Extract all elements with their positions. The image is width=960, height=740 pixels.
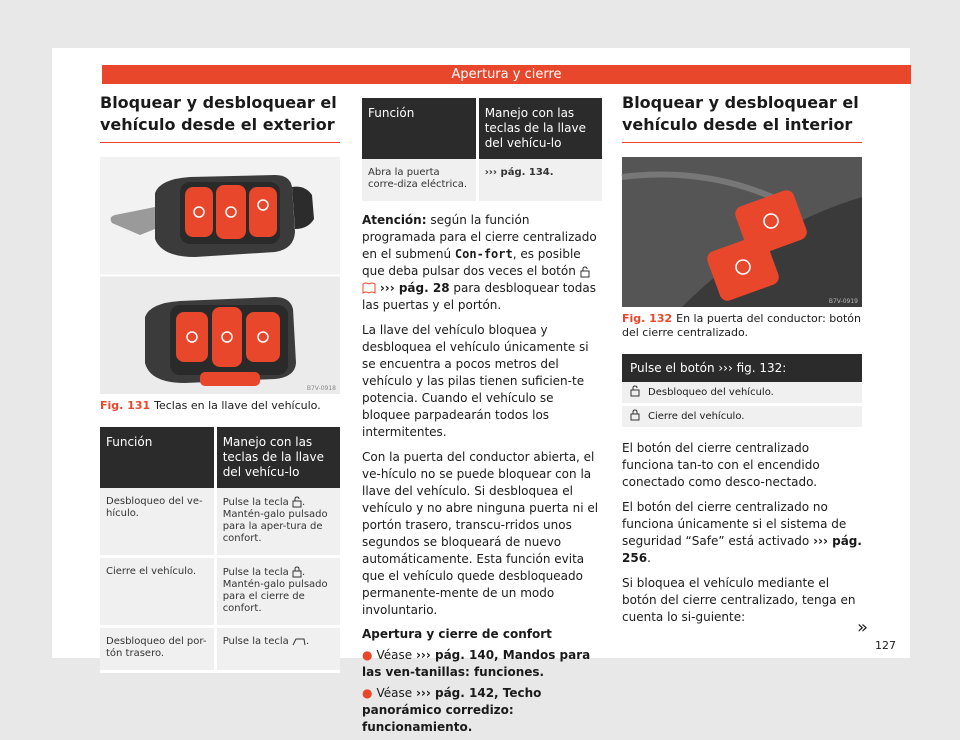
paragraph: El botón del cierre centralizado no funciona únicamente si el sistema de seguridad “Safe” está activado ››› pág. 256. — [622, 500, 862, 565]
page — [52, 48, 910, 734]
table-header-function: Función — [100, 427, 215, 488]
bullet-prefix: Véase — [376, 686, 413, 700]
table-cell-operation — [215, 488, 340, 557]
table-row — [362, 159, 602, 203]
page-reference-link[interactable]: ››› pág. 28 — [379, 281, 450, 295]
attention-label: Atención: — [362, 213, 427, 227]
paragraph: El botón del cierre centralizado funciona tan-to con el encendido conectado como desco-nectado. — [622, 441, 820, 489]
book-icon — [362, 282, 376, 294]
paragraph-text: El botón del cierre centralizado no funciona únicamente si el sistema de seguridad “Safe” está activado — [622, 500, 847, 548]
list-item — [622, 382, 862, 406]
attention-text-c: para desbloquear todas las puertas y el portón. — [362, 281, 596, 312]
op-text-pre: Pulse la tecla — [222, 636, 289, 647]
lock-icon — [630, 409, 640, 421]
paragraph: Con la puerta del conductor abierta, el ve-hículo no se puede bloquear con la llave del vehículo. Si desbloquea el vehículo y no abre ninguna puerta ni el portón trasero, transcu-rridos unos segundos se bloqueará de nuevo automáticamente. Esta función evita que el vehículo quede desbloqueado permanente-mente de un modo involuntario. — [362, 450, 599, 617]
list-item — [622, 406, 862, 430]
table-cell-operation: ››› pág. 134. — [477, 159, 602, 203]
table-cell-operation — [215, 557, 340, 627]
table-header-operation: Manejo con las teclas de la llave del vehícu-lo — [215, 427, 340, 488]
section-title-interior: Bloquear y desbloquear el vehículo desde el interior — [622, 92, 862, 143]
paragraph: La llave del vehículo bloquea y desbloquea el vehículo únicamente si se encuentra a pocos metros del vehículo y las pilas tienen suficien-te potencia. Cuando el vehículo se bloquee parpadearán todos los intermitentes. — [362, 323, 589, 439]
figure-caption-text: Teclas en la llave del vehículo. — [154, 399, 321, 412]
bullet-icon: ● — [362, 686, 373, 700]
instruction-box-title: Pulse el botón ››› fig. 132: — [622, 354, 862, 382]
table-row — [100, 557, 340, 627]
op-text-post: . Mantén-galo pulsado para la aper-tura de confort. — [222, 497, 328, 544]
table-cell-function: Desbloqueo del ve-hículo. — [100, 488, 215, 557]
unlock-icon — [580, 266, 590, 277]
attention-paragraph — [362, 212, 602, 314]
header-bar: Apertura y cierre — [102, 65, 911, 84]
section-title-exterior: Bloquear y desbloquear el vehículo desde el exterior — [100, 92, 340, 143]
table-cell-function: Abra la puerta corre-diza eléctrica. — [362, 159, 477, 203]
bullet-prefix: Véase — [376, 648, 413, 662]
op-text-pre: Pulse la tecla — [222, 567, 289, 578]
figure-label: Fig. 132 — [622, 312, 673, 325]
list-item — [362, 685, 602, 736]
figure-caption — [622, 312, 862, 340]
op-text-post: . — [305, 636, 310, 647]
figure-code: B7V-0918 — [306, 385, 336, 392]
table-cell-function: Cierre el vehículo. — [100, 557, 215, 627]
figure-label: Fig. 131 — [100, 399, 151, 412]
table-header-function: Función — [362, 98, 477, 159]
figure-131 — [100, 157, 340, 394]
left-column — [100, 92, 340, 673]
figure-code: B7V-0919 — [828, 298, 858, 305]
attention-text-a: según la función programada para el cierre centralizado en el submenú — [362, 213, 597, 261]
door-button-illustration — [622, 157, 862, 307]
table-header-operation: Manejo con las teclas de la llave del vehícu-lo — [477, 98, 602, 159]
menu-name: Con-fort — [454, 247, 513, 261]
attention-text-b: , es posible que deba pulsar dos veces el botón — [362, 247, 581, 278]
figure-132 — [622, 157, 862, 307]
table-cell-function: Desbloqueo del por-tón trasero. — [100, 627, 215, 672]
tailgate-icon — [292, 637, 306, 646]
cross-reference-link[interactable]: ››› pág. 140, Mandos para las ven-tanillas: funciones. — [362, 648, 591, 679]
unlock-icon — [630, 385, 640, 397]
subheading: Apertura y cierre de confort — [362, 627, 552, 641]
bullet-icon: ● — [362, 648, 373, 662]
key-function-table — [100, 427, 340, 673]
lock-icon — [292, 566, 302, 577]
key-illustration — [100, 157, 340, 394]
figure-caption-text: En la puerta del conductor: botón del cierre centralizado. — [622, 312, 862, 339]
right-column — [622, 92, 862, 634]
op-text-post: . Mantén-galo pulsado para el cierre de confort. — [222, 567, 328, 614]
continue-marker: » — [856, 617, 868, 638]
list-item — [362, 647, 602, 681]
table-row — [100, 627, 340, 672]
list-item-label: Cierre del vehículo. — [648, 411, 745, 422]
figure-caption — [100, 399, 340, 413]
unlock-icon — [292, 496, 302, 507]
op-text-pre: Pulse la tecla — [222, 497, 289, 508]
key-function-table-continued — [362, 98, 602, 204]
middle-column — [362, 98, 602, 740]
page-reference-link[interactable]: ››› pág. 256 — [622, 534, 862, 565]
paragraph: Si bloquea el vehículo mediante el botón del cierre centralizado, tenga en cuenta lo si-guiente: — [622, 576, 856, 624]
cross-reference-link[interactable]: ››› pág. 142, Techo panorámico corredizo: funcionamiento. — [362, 686, 542, 734]
page-number: 127 — [875, 639, 896, 652]
list-item-label: Desbloqueo del vehículo. — [648, 387, 774, 398]
table-cell-operation — [215, 627, 340, 672]
table-row — [100, 488, 340, 557]
